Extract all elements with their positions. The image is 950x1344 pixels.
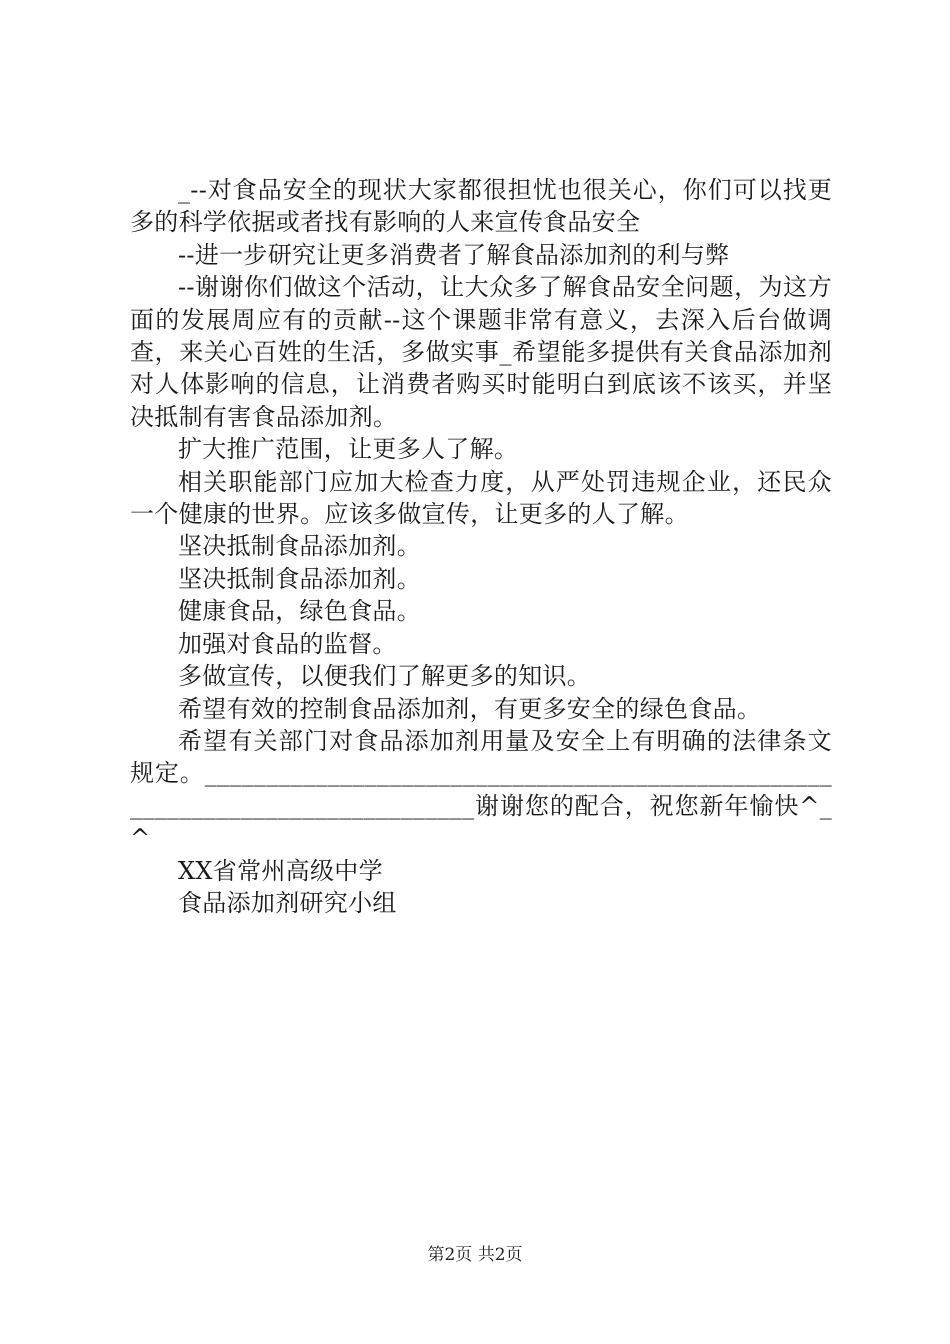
paragraph-further-research: --进一步研究让更多消费者了解食品添加剂的利与弊: [178, 240, 730, 269]
document-body: [130, 174, 832, 919]
paragraph-resist-1: 坚决抵制食品添加剂。: [178, 532, 421, 561]
page-footer: [0, 1244, 950, 1266]
paragraph-expand-scope: 扩大推广范围，让更多人了解。: [178, 435, 519, 464]
paragraph-legal-regulation: 希望有关部门对食品添加剂用量及安全上有明确的法律条文规定。_______________________________________________________________________________谢谢您的配合，祝您新年愉快^_^: [130, 726, 832, 853]
paragraph-group-name: 食品添加剂研究小组: [178, 888, 397, 917]
paragraph-healthy-food: 健康食品，绿色食品。: [178, 597, 421, 626]
paragraph-publicity: 多做宣传，以便我们了解更多的知识。: [178, 662, 592, 691]
paragraph-inspection: 相关职能部门应加大检查力度，从严处罚违规企业，还民众一个健康的世界。应该多做宣传，让更多的人了解。: [130, 467, 832, 529]
page-number: 第2页 共2页: [427, 1245, 523, 1265]
paragraph-resist-2: 坚决抵制食品添加剂。: [178, 564, 421, 593]
paragraph-school-name: XX省常州高级中学: [178, 856, 383, 885]
paragraph-supervision: 加强对食品的监督。: [178, 629, 397, 658]
paragraph-safety-concern: _--对食品安全的现状大家都很担忧也很关心，你们可以找更多的科学依据或者找有影响的人来宣传食品安全: [130, 176, 832, 237]
paragraph-effective-control: 希望有效的控制食品添加剂，有更多安全的绿色食品。: [178, 694, 762, 723]
paragraph-thanks-activity: --谢谢你们做这个活动，让大众多了解食品安全问题，为这方面的发展周应有的贡献--这个课题非常有意义，去深入后台做调查，来关心百姓的生活，多做实事_希望能多提供有关食品添加剂对人体影响的信息，让消费者购买时能明白到底该不该买，并坚决抵制有害食品添加剂。: [130, 273, 832, 431]
